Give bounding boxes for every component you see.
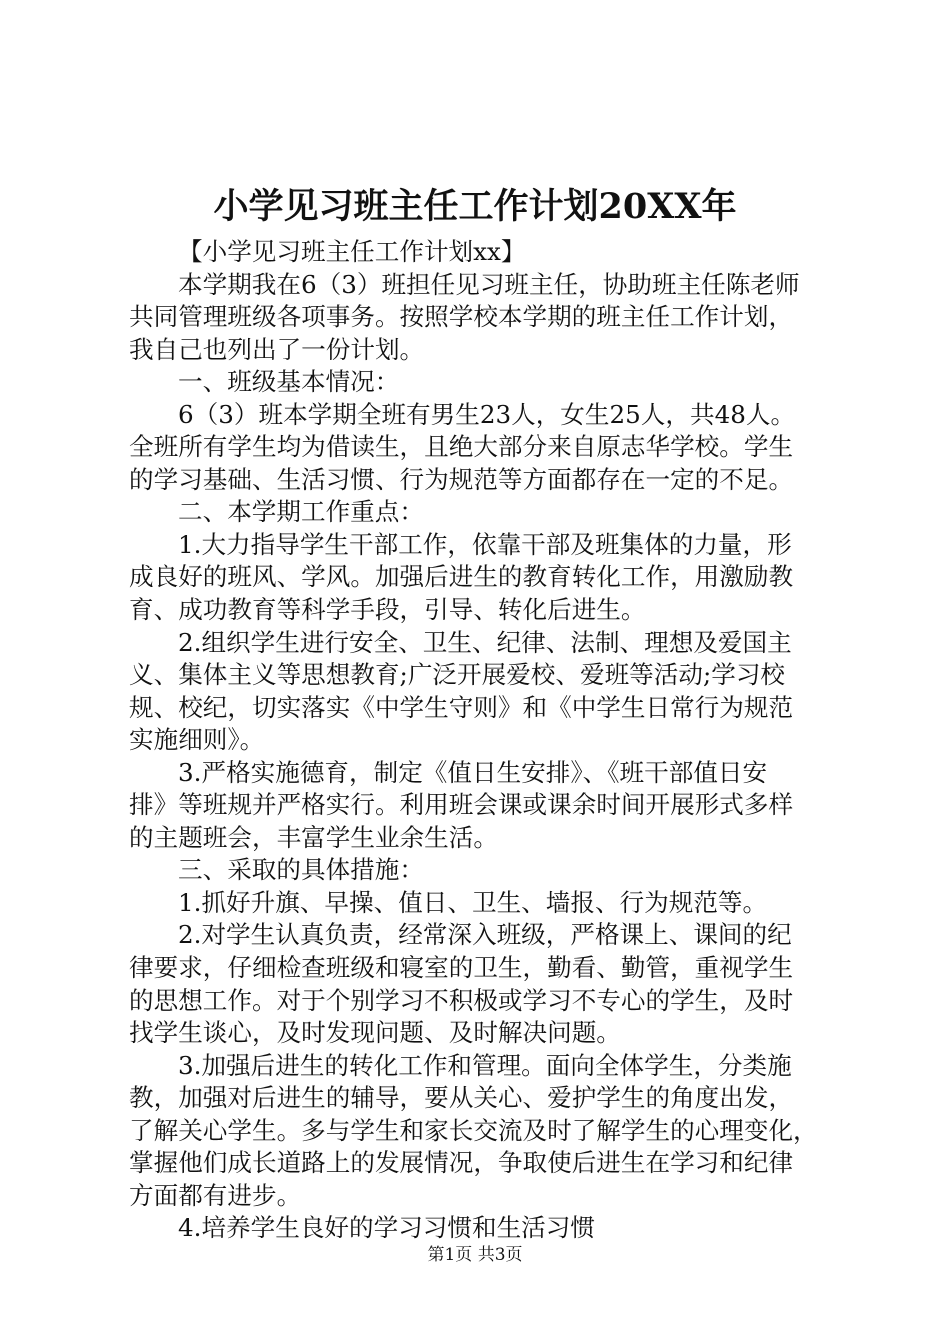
body-line: 找学生谈心，及时发现问题、及时解决问题。: [129, 1018, 621, 1048]
body-line: 3.严格实施德育，制定《值日生安排》、《班干部值日安: [178, 757, 768, 787]
body-line: 一、班级基本情况：: [178, 367, 400, 397]
body-line: 6（3）班本学期全班有男生23人，女生25人，共48人。: [178, 399, 796, 429]
body-line: 方面都有进步。: [129, 1180, 302, 1210]
body-line: 共同管理班级各项事务。按照学校本学期的班主任工作计划，: [129, 302, 794, 332]
document-body: [129, 236, 829, 1245]
body-line: 2.组织学生进行安全、卫生、纪律、法制、理想及爱国主: [178, 627, 792, 657]
body-line: 律要求，仔细检查班级和寝室的卫生，勤看、勤管，重视学生: [129, 953, 794, 983]
body-line: 实施细则》。: [129, 725, 265, 755]
document-title: 小学见习班主任工作计划20XX年: [213, 186, 737, 227]
body-line: 了解关心学生。多与学生和家长交流及时了解学生的心理变化，: [129, 1115, 818, 1145]
body-line: 掌握他们成长道路上的发展情况，争取使后进生在学习和纪律: [129, 1148, 794, 1178]
body-line: 1.大力指导学生干部工作，依靠干部及班集体的力量，形: [178, 529, 792, 559]
body-line: 规、校纪，切实落实《中学生守则》和《中学生日常行为规范: [129, 692, 794, 722]
body-line: 本学期我在6（3）班担任见习班主任，协助班主任陈老师: [178, 269, 800, 299]
body-line: 育、成功教育等科学手段，引导、转化后进生。: [129, 595, 646, 625]
body-line: 教，加强对后进生的辅导，要从关心、爱护学生的角度出发，: [129, 1083, 794, 1113]
body-line: 义、集体主义等思想教育;广泛开展爱校、爱班等活动;学习校: [129, 660, 786, 690]
body-line: 成良好的班风、学风。加强后进生的教育转化工作，用激励教: [129, 562, 794, 592]
body-line: 1.抓好升旗、早操、值日、卫生、墙报、行为规范等。: [178, 887, 768, 917]
body-line: 的思想工作。对于个别学习不积极或学习不专心的学生，及时: [129, 985, 794, 1015]
body-line: 3.加强后进生的转化工作和管理。面向全体学生，分类施: [178, 1050, 792, 1080]
body-line: 的学习基础、生活习惯、行为规范等方面都存在一定的不足。: [129, 464, 794, 494]
body-line: 三、采取的具体措施：: [178, 855, 424, 885]
body-line: 我自己也列出了一份计划。: [129, 334, 425, 364]
body-line: 二、本学期工作重点：: [178, 497, 424, 527]
body-line: 【小学见习班主任工作计划xx】: [178, 237, 526, 266]
body-line: 全班所有学生均为借读生，且绝大部分来自原志华学校。学生: [129, 432, 794, 462]
page-footer: 第1页 共3页: [427, 1245, 523, 1265]
body-line: 2.对学生认真负责，经常深入班级，严格课上、课间的纪: [178, 920, 792, 950]
body-line: 4.培养学生良好的学习习惯和生活习惯: [178, 1213, 595, 1243]
body-line: 排》等班规并严格实行。利用班会课或课余时间开展形式多样: [129, 790, 794, 820]
body-line: 的主题班会，丰富学生业余生活。: [129, 822, 498, 852]
